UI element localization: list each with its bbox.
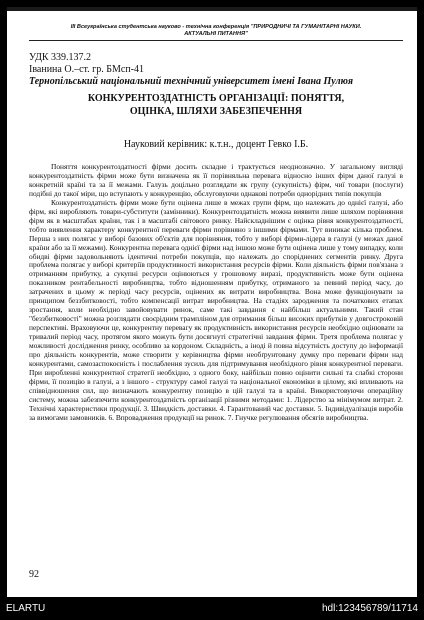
header-rule (29, 40, 403, 41)
article-title (29, 93, 403, 118)
conference-line-2: АКТУАЛЬНІ ПИТАННЯ" (184, 30, 248, 37)
top-border (7, 7, 417, 11)
page-number: 92 (29, 569, 39, 580)
author-line: Іванина О.–ст. гр. БМсп-41 (29, 64, 144, 75)
affiliation: Тернопільський національний технічний університет імені Івана Пулюя (29, 76, 354, 87)
paragraph: Конкурентоздатність фірми може бути оцінена лише в межах групи фірм, що належать до однієї галузі, або фірм, які виробляють товари-субститути (замінники). Конкурентоздатність можна виявити лише шляхом порівняння фірм як в масштабах країни, так і в масштабі світового ринку. Найскладнішим є оцінка рівня конкурентоздатності, тобто виявлення характеру конкурентної переваги фірми порівняно з іншими фірмами. Тут виникає кілька проблем. Перша з них полягає у виборі базових об'єктів для порівняння, тобто у виборі фірми-лідера в галузі (у межах даної країни або за її межами). Конкурентна перевага однієї фірми над іншою може бути оцінена лише у тому випадку, коли обидві фірми задовольняють ідентичні потреби покупців, що належать до споріднених сегментів ринку. Друга проблема полягає у виборі критеріїв продуктивності використання ресурсів фірми. Коли діяльність фірми пов'язана з отриманням прибутку, а сукупні ресурси оцінюються у грошовому виразі, продуктивність може бути оцінена показником рентабельності виробництва, тобто відношенням прибутку, отриманого за певний період часу, до затрачених в цьому ж періоді часу ресурсів, оцінених як витрати виробництва. Вона може функціонувати за принципом беззбитковості, тобто компенсації витрат виробництва. На стадіях зародження та початкових етапах зростання, коли необхідно завойовувати ринок, саме такі завдання є найбільш актуальними. Такий стан "беззбитковості" можна розглядати своєрідним трампліном для отримання більш високих прибутків у довгостроковій перспективі. Враховуючи це, конкурентну перевагу як продуктивність використання ресурсів необхідно оцінювати за тривалий період часу, протягом якого можуть бути досягнуті стратегічні завдання фірми. Третя проблема полягає у можливості дослідження ринку, особливо за кордоном. Складність, а іноді й повна відсутність доступу до інформації про діяльність конкурентів, може створити у керівництва фірми необґрунтовану думку про переваги фірми над конкурентами, самозаспокоєність і послаблення зусиль для підтримування необхідного рівня конкурентної переваги. При виробленні конкурентної стратегії необхідно, з одного боку, найбільш повно оцінити сильні та слабкі сторони фірми, її позицію в галузі, а з іншого - структуру самої галузі та національної економіки в цілому, які впливають на співвідношення сил, що визначають конкурентну позицію в цій галузі та в країні. Використовуючи операційну систему, можна забезпечити конкурентоздатність організації різними методами: 1. Лідерство за мінімумом витрат. 2. Технічні характеристики продукції. 3. Швидкість доставки. 4. Гарантований час доставки. 5. Індивідуалізація виробів за вимогами замовників. 6. Впровадження продукції на ринок. 7. Гнучке регулювання обсягів виробництва. (29, 197, 403, 422)
document-page (7, 7, 417, 597)
viewer-footer (0, 597, 424, 620)
title-line-2: ОЦІНКА, ШЛЯХИ ЗАБЕЗПЕЧЕННЯ (129, 105, 303, 117)
article-meta (29, 52, 353, 88)
title-line-1: КОНКУРЕНТОЗДАТНІСТЬ ОРГАНІЗАЦІЇ: ПОНЯТТЯ, (87, 93, 345, 104)
paragraph: Поняття конкурентоздатності фірми досить складне і трактується неоднозначно. У загальному вигляді конкурентоздатність фірми може бути визначена як її порівняльна перевага відносно інших фірм даної галузі в конкретній країні та за її межами. Галузь доцільно розглядати як групу (сукупність) фірм, чиї товари (послуги) подібні до такої міри, що вступають у конкуренцію, обслуговуючи однакові потреби однорідних типів покупців (29, 162, 403, 198)
udc-code: УДК 339.137.2 (29, 52, 92, 63)
running-header (29, 24, 403, 37)
article-body (29, 163, 403, 423)
repository-label: ELARTU (6, 603, 46, 614)
scientific-advisor: Науковий керівник: к.т.н., доцент Гевко І.Б. (123, 139, 309, 150)
conference-line-1: III Всеукраїнська студентська науково - технічна конференція "ПРИРОДНИЧІ ТА ГУМАНІТАРНІ НАУКИ. (70, 24, 362, 30)
handle-id: hdl:123456789/11714 (321, 603, 418, 614)
